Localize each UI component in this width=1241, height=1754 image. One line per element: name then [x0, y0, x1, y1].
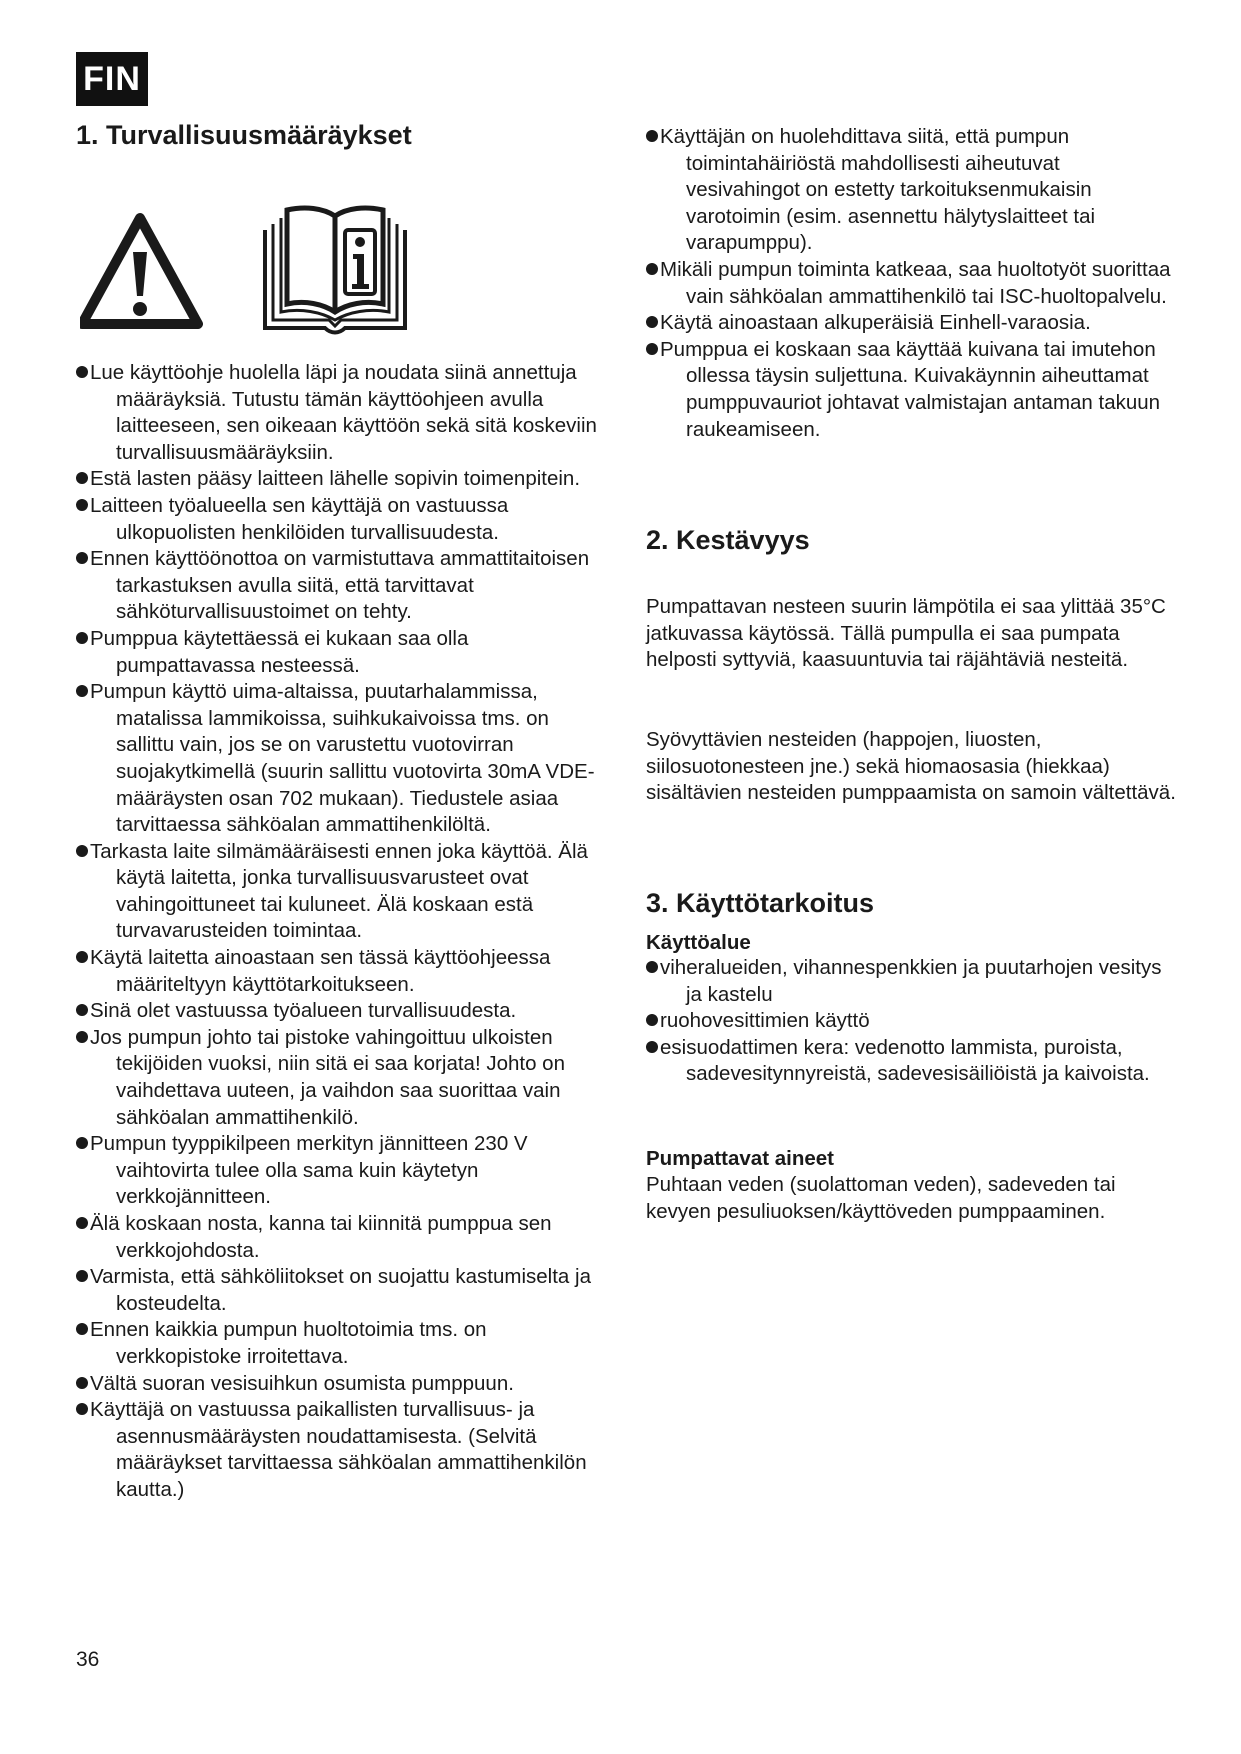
bullet-dot: [646, 343, 658, 355]
section1-title: 1. Turvallisuusmääräykset: [76, 120, 412, 150]
list-item: Laitteen työalueella sen käyttäjä on vastuussa ulkopuolisten henkilöiden turvallisuudesta.: [76, 493, 606, 546]
safety-bullet-list: [76, 360, 606, 1504]
list-item: Käytä laitetta ainoastaan sen tässä käyttöohjeessa määriteltyyn käyttötarkoitukseen.: [76, 945, 606, 998]
bullet-dot: [646, 316, 658, 328]
list-item: Pumppua ei koskaan saa käyttää kuivana tai imutehon ollessa täysin suljettuna. Kuivakäynnin aiheuttamat pumppuvauriot johtavat valmistajan antaman takuun raukeamiseen.: [646, 337, 1176, 443]
bullet-dot: [76, 472, 88, 484]
section3-title: 3. Käyttötarkoitus: [646, 888, 875, 918]
list-item: Varmista, että sähköliitokset on suojattu kastumiselta ja kosteudelta.: [76, 1264, 606, 1317]
section3-paragraph: Puhtaan veden (suolattoman veden), sadeveden tai kevyen pesuliuoksen/käyttöveden pumppaaminen.: [646, 1173, 1116, 1223]
list-item: Käytä ainoastaan alkuperäisiä Einhell-varaosia.: [646, 310, 1176, 337]
bullet-dot: [76, 845, 88, 857]
list-item: Käyttäjä on vastuussa paikallisten turvallisuus- ja asennusmääräysten noudattamisesta. (Selvitä määräykset tarvittaessa sähköalan ammattihenkilön kautta.): [76, 1397, 606, 1503]
list-item: Ennen käyttöönottoa on varmistuttava ammattitaitoisen tarkastuksen avulla siitä, että tarvittavat sähköturvallisuustoimet on tehty.: [76, 546, 606, 626]
list-item: Tarkasta laite silmämääräisesti ennen joka käyttöä. Älä käytä laitetta, jonka turvallisuusvarusteet ovat vahingoittuneet tai kuluneet. Älä koskaan estä turvavarusteiden toimintaa.: [76, 839, 606, 945]
section2-title: 2. Kestävyys: [646, 525, 810, 555]
section3-subheading-usage-area: Käyttöalue: [646, 931, 751, 954]
list-item: Pumpun käyttö uima-altaissa, puutarhalammissa, matalissa lammikoissa, suihkukaivoissa tms. on sallittu vain, jos se on varustettu vuotovirran suojakytkimellä (suurin sallittu vuotovirta 30mA VDE-määräysten osan 702 mukaan). Tiedustele asiaa tarvittaessa sähköalan ammattihenkilöltä.: [76, 679, 606, 839]
list-item: Mikäli pumpun toiminta katkeaa, saa huoltotyöt suorittaa vain sähköalan ammattihenkilö tai ISC-huoltopalvelu.: [646, 257, 1176, 310]
list-item: Ennen kaikkia pumpun huoltotoimia tms. on verkkopistoke irroitettava.: [76, 1317, 606, 1370]
list-item: Pumpun tyyppikilpeen merkityn jännitteen 230 V vaihtovirta tulee olla sama kuin käytetyn verkkojännitteen.: [76, 1131, 606, 1211]
list-item: Pumppua käytettäessä ei kukaan saa olla pumpattavassa nesteessä.: [76, 626, 606, 679]
bullet-dot: [76, 1403, 88, 1415]
section2-paragraph-1: Pumpattavan nesteen suurin lämpötila ei saa ylittää 35°C jatkuvassa käytössä. Tällä pumpulla ei saa pumpata helposti syttyviä, kaasuuntuvia tai räjähtäviä nesteitä.: [646, 595, 1166, 672]
bullet-dot: [646, 1041, 658, 1053]
language-badge: FIN: [76, 52, 148, 106]
bullet-dot: [76, 1377, 88, 1389]
safety-bullet-list-continued: [646, 124, 1176, 443]
list-item: Sinä olet vastuussa työalueen turvallisuudesta.: [76, 998, 606, 1025]
bullet-dot: [76, 632, 88, 644]
bullet-dot: [646, 130, 658, 142]
list-item: ruohovesittimien käyttö: [646, 1008, 1176, 1035]
list-item: Lue käyttöohje huolella läpi ja noudata siinä annettuja määräyksiä. Tutustu tämän käyttöohjeen avulla laitteeseen, sen oikeaan käyttöön sekä sitä koskeviin turvallisuusmääräyksiin.: [76, 360, 606, 466]
read-manual-icon: [265, 208, 405, 333]
list-item: Älä koskaan nosta, kanna tai kiinnitä pumppua sen verkkojohdosta.: [76, 1211, 606, 1264]
list-item: viheralueiden, vihannespenkkien ja puutarhojen vesitys ja kastelu: [646, 955, 1176, 1008]
bullet-dot: [646, 1014, 658, 1026]
warning-triangle-icon: [82, 218, 198, 324]
bullet-dot: [646, 263, 658, 275]
usage-area-bullet-list: [646, 955, 1176, 1088]
list-item: Vältä suoran vesisuihkun osumista pumppuun.: [76, 1371, 606, 1398]
bullet-dot: [76, 951, 88, 963]
list-item: Käyttäjän on huolehdittava siitä, että pumpun toimintahäiriöstä mahdollisesti aiheutuvat vesivahingot on estetty tarkoituksenmukaisin varotoimin (esim. asennettu hälytyslaitteet tai varapumppu).: [646, 124, 1176, 257]
bullet-dot: [646, 961, 658, 973]
bullet-dot: [76, 552, 88, 564]
safety-icons: [80, 196, 420, 336]
bullet-dot: [76, 1137, 88, 1149]
bullet-dot: [76, 1031, 88, 1043]
bullet-dot: [76, 1270, 88, 1282]
section2-paragraph-2: Syövyttävien nesteiden (happojen, liuosten, siilosuotonesteen jne.) sekä hiomaosasia (hiekkaa) sisältävien nesteiden pumppaamista on samoin vältettävä.: [646, 728, 1176, 805]
bullet-dot: [76, 685, 88, 697]
bullet-dot: [76, 1217, 88, 1229]
page-number: 36: [76, 1648, 100, 1671]
bullet-dot: [76, 366, 88, 378]
bullet-dot: [76, 499, 88, 511]
bullet-dot: [76, 1323, 88, 1335]
bullet-dot: [76, 1004, 88, 1016]
list-item: Jos pumpun johto tai pistoke vahingoittuu ulkoisten tekijöiden vuoksi, niin sitä ei saa korjata! Johto on vaihdettava uuteen, ja vaihdon saa suorittaa vain sähköalan ammattihenkilö.: [76, 1025, 606, 1131]
list-item: Estä lasten pääsy laitteen lähelle sopivin toimenpitein.: [76, 466, 606, 493]
list-item: esisuodattimen kera: vedenotto lammista, puroista, sadevesitynnyreistä, sadevesisäiliöistä ja kaivoista.: [646, 1035, 1176, 1088]
section3-subheading-pumped-fluids: Pumpattavat aineet: [646, 1147, 834, 1170]
